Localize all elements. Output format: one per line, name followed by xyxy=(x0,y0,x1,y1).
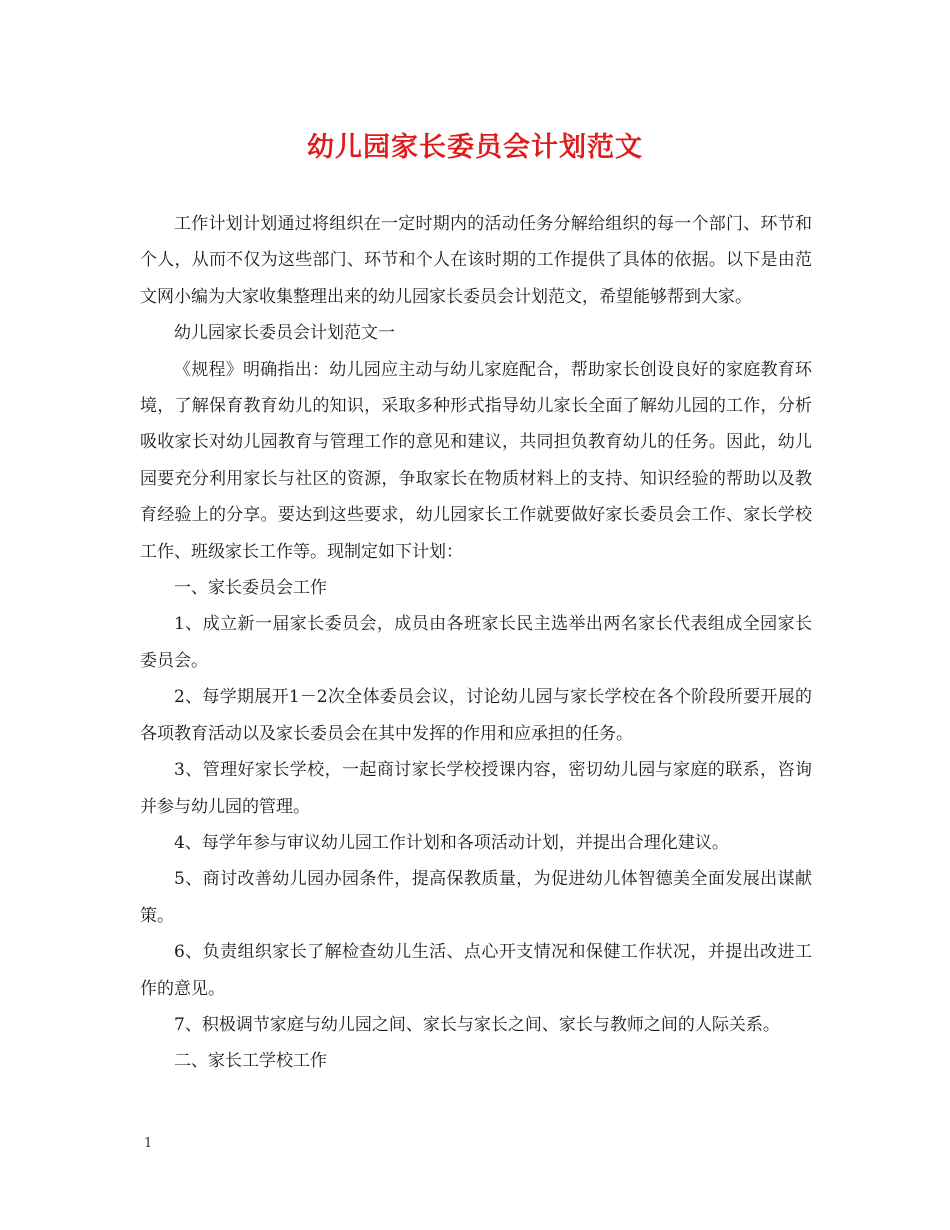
list-item-3: 3、管理好家长学校，一起商讨家长学校授课内容，密切幼儿园与家庭的联系，咨询并参与幼儿园的管理。 xyxy=(140,760,812,817)
section-heading-parent-school: 二、家长工学校工作 xyxy=(174,1051,327,1072)
page-number: 1 xyxy=(144,1136,153,1151)
document-title: 幼儿园家长委员会计划范文 xyxy=(307,132,643,163)
section-heading-parent-committee: 一、家长委员会工作 xyxy=(174,578,327,599)
document-body xyxy=(140,206,812,1080)
paragraph-intro: 工作计划计划通过将组织在一定时期内的活动任务分解给组织的每一个部门、环节和个人，从而不仅为这些部门、环节和个人在该时期的工作提供了具体的依据。以下是由范文网小编为大家收集整理出来的幼儿园家长委员会计划范文，希望能够帮到大家。 xyxy=(140,214,812,307)
paragraph-regulations: 《规程》明确指出：幼儿园应主动与幼儿家庭配合，帮助家长创设良好的家庭教育环境，了解保育教育幼儿的知识，采取多种形式指导幼儿家长全面了解幼儿园的工作，分析吸收家长对幼儿园教育与管理工作的意见和建议，共同担负教育幼儿的任务。因此，幼儿园要充分利用家长与社区的资源，争取家长在物质材料上的支持、知识经验的帮助以及教育经验上的分享。要达到这些要求，幼儿园家长工作就要做好家长委员会工作、家长学校工作、班级家长工作等。现制定如下计划： xyxy=(140,359,812,562)
section-heading-sample-one: 幼儿园家长委员会计划范文一 xyxy=(174,323,395,344)
list-item-2: 2、每学期展开1－2次全体委员会议，讨论幼儿园与家长学校在各个阶段所要开展的各项教育活动以及家长委员会在其中发挥的作用和应承担的任务。 xyxy=(140,687,812,744)
list-item-1: 1、成立新一届家长委员会，成员由各班家长民主选举出两名家长代表组成全园家长委员会。 xyxy=(140,614,812,671)
list-item-4: 4、每学年参与审议幼儿园工作计划和各项活动计划，并提出合理化建议。 xyxy=(174,832,729,853)
list-item-6: 6、负责组织家长了解检查幼儿生活、点心开支情况和保健工作状况，并提出改进工作的意见。 xyxy=(140,942,812,999)
list-item-5: 5、商讨改善幼儿园办园条件，提高保教质量，为促进幼儿体智德美全面发展出谋献策。 xyxy=(140,869,812,926)
list-item-7: 7、积极调节家庭与幼儿园之间、家长与家长之间、家长与教师之间的人际关系。 xyxy=(174,1014,780,1035)
